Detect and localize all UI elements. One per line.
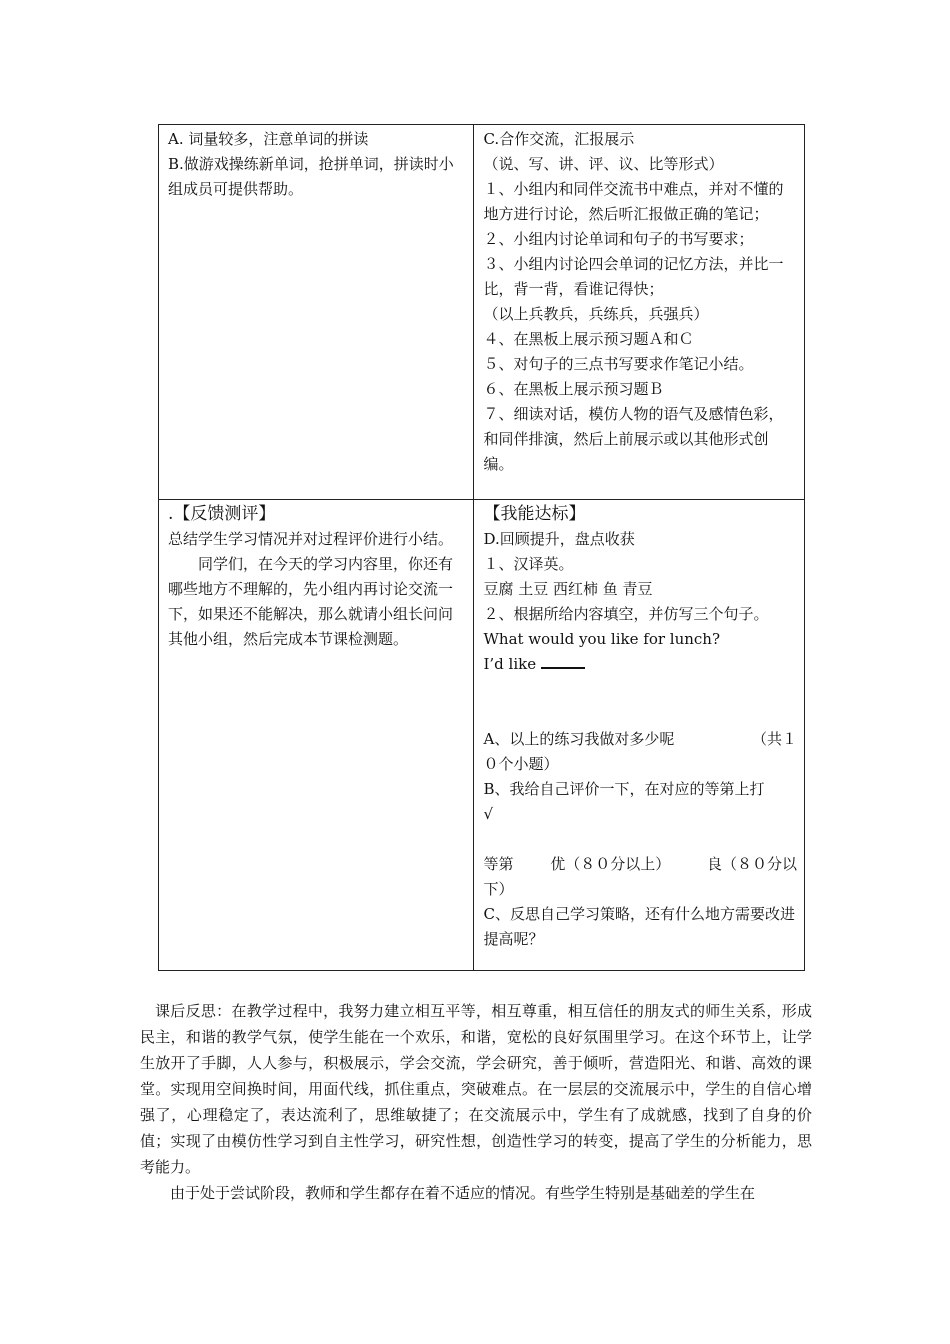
reflection-paragraph-2: 由于处于尝试阶段，教师和学生都存在着不适应的情况。有些学生特别是基础差的学生在	[170, 1184, 756, 1202]
cell-preview-tasks	[159, 125, 474, 500]
grade-good[interactable]: 优（８０分以上）	[550, 855, 671, 873]
question-2: ２、根据所给内容填空，并仿写三个句子。	[483, 605, 769, 623]
grade-line	[483, 852, 797, 877]
answer-prefix: I’d like	[483, 655, 537, 673]
text-line: ６、在黑板上展示预习题Ｂ	[483, 380, 664, 398]
self-count-line	[483, 727, 797, 752]
spacer	[483, 827, 797, 852]
text-line: ２、小组内讨论单词和句子的书写要求；	[483, 230, 754, 248]
cell-goal-check	[474, 500, 805, 971]
goal-heading: 【我能达标】	[483, 504, 586, 524]
lesson-table	[158, 124, 805, 971]
review-line: D.回顾提升，盘点收获	[483, 530, 635, 548]
check-mark: √	[483, 805, 494, 823]
text-line: （说、写、讲、评、议、比等形式）	[483, 155, 724, 173]
text-line: B.做游戏操练新单词，抢拼单词，拼读时小组成员可提供帮助。	[168, 155, 454, 198]
self-evaluation-line: B、我给自己评价一下，在对应的等第上打	[483, 780, 765, 798]
total-count-text: （共１	[751, 730, 797, 748]
post-lesson-reflection	[140, 998, 812, 1206]
spacer	[483, 677, 797, 727]
reflection-paragraph-1: 课后反思：在教学过程中，我努力建立相互平等，相互尊重，相互信任的朋友式的师生关系，形成民主，和谐的教学气氛，使学生能在一个欢乐，和谐，宽松的良好氛围里学习。在这个环节上，让学生放开了手脚，人人参与，积极展示，学会交流，学会研究，善于倾听，营造阳光、和谐、高效的课堂。实现用空间换时间，用面代线，抓住重点，突破难点。在一层层的交流展示中，学生的自信心增强了，心理稳定了，表达流利了，思维敏捷了；在交流展示中，学生有了成就感，找到了自身的价值；实现了由模仿性学习到自主性学习，研究性想，创造性学习的转变，提高了学生的分析能力，思考能力。	[140, 1002, 812, 1176]
cell-feedback	[159, 500, 474, 971]
text-line: ４、在黑板上展示预习题Ａ和Ｃ	[483, 330, 694, 348]
self-count-cont: ０个小题）	[483, 755, 559, 773]
table-row-practice	[159, 125, 805, 500]
reflect-strategy-line: C、反思自己学习策略，还有什么地方需要改进提高呢？	[483, 905, 795, 948]
text-line: ３、小组内讨论四会单词的记忆方法，并比一比，背一背，看谁记得快；	[483, 255, 784, 298]
answer-blank[interactable]	[541, 653, 585, 669]
grade-cont: 下）	[483, 880, 514, 898]
grade-label: 等第	[483, 855, 514, 873]
feedback-heading: .【反馈测评】	[168, 504, 276, 524]
text-line: （以上兵教兵，兵练兵，兵强兵）	[483, 305, 709, 323]
english-answer	[483, 652, 797, 677]
text-line: A. 词量较多，注意单词的拼读	[168, 130, 369, 148]
table-row-assessment	[159, 500, 805, 971]
text-line: ５、对句子的三点书写要求作笔记小结。	[483, 355, 754, 373]
question-1: １、汉译英。	[483, 555, 574, 573]
vocabulary-list: 豆腐 土豆 西红柿 鱼 青豆	[483, 580, 653, 598]
grade-ok[interactable]: 良（８０分以	[706, 855, 797, 873]
self-count-text: A、以上的练习我做对多少呢	[483, 730, 675, 748]
english-question: What would you like for lunch?	[483, 630, 721, 648]
feedback-summary: 总结学生学习情况并对过程评价进行小结。	[168, 530, 454, 548]
cell-cooperation-steps	[474, 125, 805, 500]
text-line: １、小组内和同伴交流书中难点，并对不懂的地方进行讨论，然后听汇报做正确的笔记；	[483, 180, 784, 223]
text-line: C.合作交流，汇报展示	[483, 130, 635, 148]
feedback-paragraph: 同学们，在今天的学习内容里，你还有哪些地方不理解的，先小组内再讨论交流一下，如果还不能解决，那么就请小组长问问其他小组，然后完成本节课检测题。	[168, 555, 454, 648]
text-line: ７、细读对话，模仿人物的语气及感情色彩，和同伴排演，然后上前展示或以其他形式创编。	[483, 405, 784, 473]
